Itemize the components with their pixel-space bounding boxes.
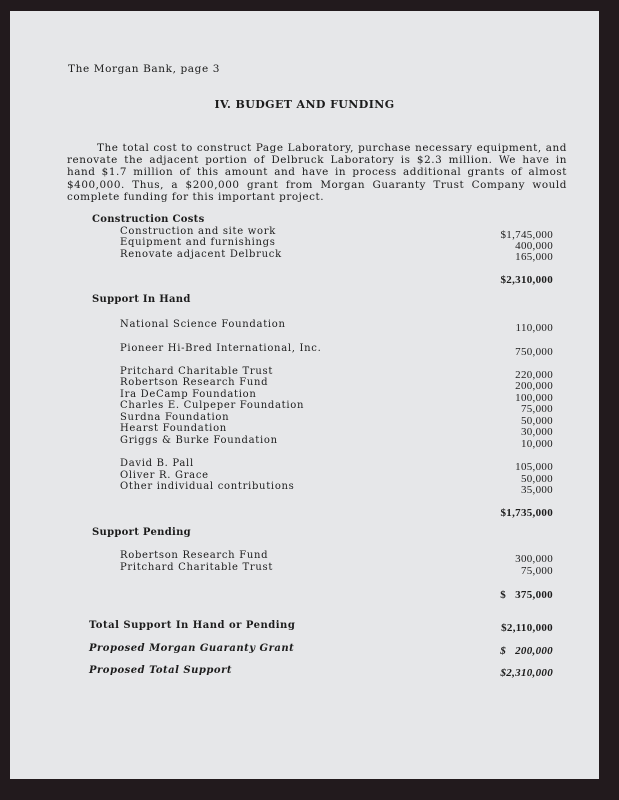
in-hand-item-amount: 200,000	[515, 380, 553, 392]
pending-item-amount: 75,000	[520, 565, 553, 577]
construction-heading: Construction Costs	[92, 214, 205, 225]
in-hand-item-label: Pritchard Charitable Trust	[120, 366, 274, 377]
running-head: The Morgan Bank, page 3	[68, 63, 221, 75]
in-hand-item-label: Pioneer Hi-Bred International, Inc.	[120, 343, 322, 354]
in-hand-item-label: Hearst Foundation	[120, 423, 227, 434]
section-title: IV. BUDGET AND FUNDING	[214, 98, 395, 111]
in-hand-item-amount: 105,000	[515, 461, 553, 473]
in-hand-heading: Support In Hand	[92, 294, 191, 305]
in-hand-item-label: National Science Foundation	[120, 319, 286, 330]
total-support-amount: $2,110,000	[501, 622, 553, 634]
construction-item-label: Construction and site work	[120, 226, 276, 237]
pending-heading: Support Pending	[92, 527, 191, 538]
in-hand-item-label: Charles E. Culpeper Foundation	[120, 400, 305, 411]
in-hand-item-amount: 30,000	[520, 426, 553, 438]
in-hand-item-amount: 110,000	[515, 322, 553, 334]
in-hand-item-amount: 750,000	[515, 346, 553, 358]
in-hand-item-label: Ira DeCamp Foundation	[120, 389, 257, 400]
in-hand-item-amount: 75,000	[520, 403, 553, 415]
total-support-label: Total Support In Hand or Pending	[89, 620, 296, 631]
document-page	[10, 11, 599, 779]
in-hand-item-amount: 100,000	[515, 392, 553, 404]
in-hand-item-label: Other individual contributions	[120, 481, 295, 492]
construction-item-amount: 400,000	[515, 240, 553, 252]
pending-total: $ 375,000	[500, 589, 553, 601]
in-hand-item-amount: 50,000	[520, 415, 553, 427]
proposed-grant-label: Proposed Morgan Guaranty Grant	[89, 643, 295, 654]
construction-item-amount: $1,745,000	[500, 229, 553, 241]
in-hand-item-label: David B. Pall	[120, 458, 194, 469]
proposed-total-amount: $2,310,000	[500, 667, 553, 679]
proposed-total-label: Proposed Total Support	[89, 665, 232, 676]
construction-item-label: Renovate adjacent Delbruck	[120, 249, 282, 260]
in-hand-item-amount: 220,000	[515, 369, 553, 381]
proposed-grant-amount: $ 200,000	[500, 645, 553, 657]
in-hand-total: $1,735,000	[500, 507, 553, 519]
in-hand-item-label: Griggs & Burke Foundation	[120, 435, 278, 446]
pending-item-amount: 300,000	[515, 553, 553, 565]
intro-paragraph: The total cost to construct Page Laboratory, purchase necessary equipment, and renovate the adjacent portion of Delbruck Laboratory is $2.3 million. We have in hand $1.7 million of this amount and have in process additional grants of almost $400,000. Thus, a $200,000 grant from Morgan Guaranty Trust Company would complete funding for this important project.	[67, 142, 567, 203]
in-hand-item-amount: 10,000	[520, 438, 553, 450]
pending-item-label: Robertson Research Fund	[120, 550, 269, 561]
in-hand-item-label: Surdna Foundation	[120, 412, 230, 423]
in-hand-item-label: Robertson Research Fund	[120, 377, 269, 388]
in-hand-item-amount: 35,000	[520, 484, 553, 496]
construction-item-label: Equipment and furnishings	[120, 237, 276, 248]
in-hand-item-amount: 50,000	[520, 473, 553, 485]
pending-item-label: Pritchard Charitable Trust	[120, 562, 274, 573]
in-hand-item-label: Oliver R. Grace	[120, 470, 209, 481]
construction-item-amount: 165,000	[515, 251, 553, 263]
construction-total: $2,310,000	[500, 274, 553, 286]
